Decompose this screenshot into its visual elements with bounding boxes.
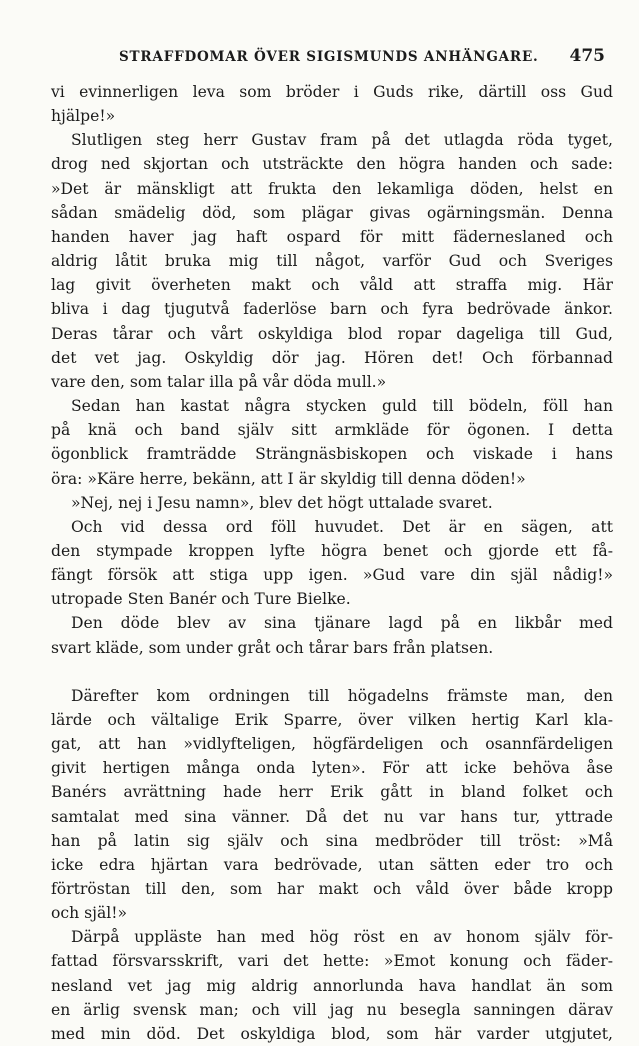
text-line: Slutligen steg herr Gustav fram på det utlagda röda tyget,	[71, 131, 613, 150]
text-line: med min död. Det oskyldiga blod, som här varder utgjutet,	[51, 1024, 613, 1043]
page-number: 475	[569, 46, 605, 66]
text-line: Och vid dessa ord föll huvudet. Det är en sägen, att	[71, 517, 613, 536]
text-line: nesland vet jag mig aldrig annorlunda hava handlat än som	[51, 976, 613, 995]
text-line: en ärlig svensk man; och vill jag nu besegla sanningen därav	[51, 1000, 613, 1019]
text-line: icke edra hjärtan vara bedrövade, utan sätten eder tro och	[51, 855, 613, 874]
text-line: fattad försvarsskrift, vari det hette: »Emot konung och fäder-	[51, 952, 613, 971]
body-text	[51, 80, 613, 1046]
text-line: vare den, som talar illa på vår döda mull.»	[51, 372, 387, 391]
text-line: lag givit överheten makt och våld att straffa mig. Här	[51, 276, 613, 295]
text-line: och själ!»	[51, 904, 128, 923]
text-line: svart kläde, som under gråt och tårar bars från platsen.	[51, 638, 494, 657]
text-line: ögonblick framträdde Strängnäsbiskopen och viskade i hans	[51, 445, 613, 464]
text-line: bliva i dag tjugutvå faderlöse barn och fyra bedrövade änkor.	[51, 300, 613, 319]
text-line: handen haver jag haft ospard för mitt fäderneslaned och	[51, 227, 613, 246]
text-line: givit hertigen många onda lyten». För att icke behöva åse	[51, 759, 613, 778]
text-line: det vet jag. Oskyldig dör jag. Hören det! Och förbannad	[51, 348, 613, 367]
text-line: den stympade kroppen lyfte högra benet och gjorde ett få-	[51, 541, 613, 560]
text-line: Därpå uppläste han med hög röst en av honom själv för-	[71, 928, 613, 947]
text-line: öra: »Käre herre, bekänn, att I är skyldig till denna döden!»	[51, 469, 526, 488]
running-header	[57, 46, 613, 66]
text-line: aldrig låtit bruka mig till något, varför Gud och Sveriges	[51, 252, 613, 271]
text-line: fängt försök att stiga upp igen. »Gud vare din själ nådig!»	[51, 566, 613, 585]
text-line: han på latin sig själv och sina medbröder till tröst: »Må	[51, 831, 613, 850]
text-line: utropade Sten Banér och Ture Bielke.	[51, 590, 351, 609]
text-line: Deras tårar och vårt oskyldiga blod ropar dageliga till Gud,	[51, 324, 613, 343]
text-line: förtröstan till den, som har makt och våld över både kropp	[51, 880, 613, 898]
header-title: STRAFFDOMAR ÖVER SIGISMUNDS ANHÄNGARE.	[119, 49, 539, 65]
text-line: gat, att han »vidlyfteligen, högfärdeligen och osannfärdeligen	[51, 735, 613, 754]
text-line: Den döde blev av sina tjänare lagd på en likbår med	[71, 614, 613, 633]
text-line: drog ned skjortan och utsträckte den högra handen och sade:	[51, 155, 613, 174]
text-line: hjälpe!»	[51, 107, 116, 126]
paragraph-gap	[51, 660, 613, 684]
text-line: vi evinnerligen leva som bröder i Guds rike, därtill oss Gud	[51, 83, 613, 101]
text-line: Sedan han kastat några stycken guld till bödeln, föll han	[71, 397, 613, 416]
text-line: Banérs avrättning hade herr Erik gått in bland folket och	[51, 783, 613, 802]
text-line: sådan smädelig död, som plägar givas ogärningsmän. Denna	[51, 203, 613, 222]
text-line: på knä och band själv sitt armkläde för ögonen. I detta	[51, 421, 613, 440]
text-line: Därefter kom ordningen till högadelns främste man, den	[71, 686, 613, 705]
text-line: »Det är mänskligt att frukta den lekamliga döden, helst en	[51, 179, 613, 198]
text-line: lärde och vältalige Erik Sparre, över vilken hertig Karl kla-	[51, 710, 613, 729]
text-line: samtalat med sina vänner. Då det nu var hans tur, yttrade	[51, 807, 613, 826]
text-line: »Nej, nej i Jesu namn», blev det högt uttalade svaret.	[71, 493, 493, 512]
